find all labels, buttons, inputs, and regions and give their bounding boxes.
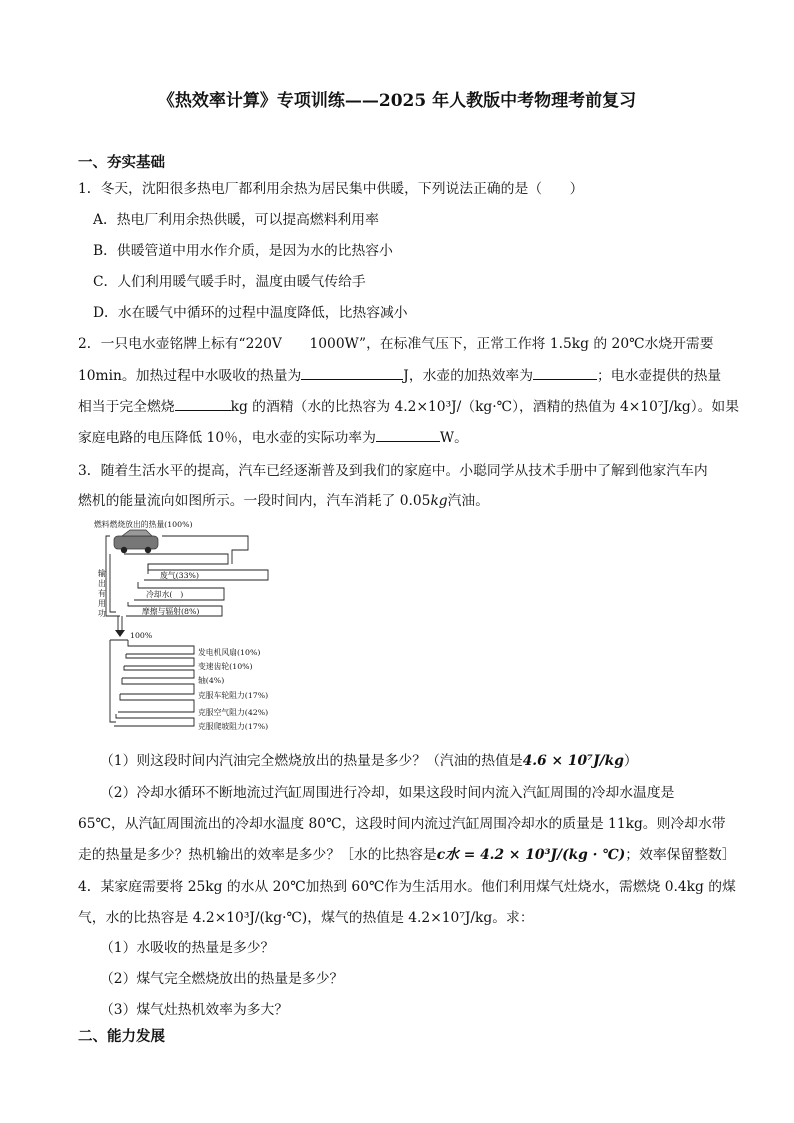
question-4-sub-3: （3）煤气灶热机效率为多大？ — [100, 1002, 289, 1018]
unit-kg: kg — [430, 493, 448, 509]
question-3-sub-1 — [100, 749, 638, 769]
section-heading-ability: 二、能力发展 — [78, 1028, 165, 1045]
question-1-option-b: B．供暖管道中用水作介质，是因为水的比热容小 — [93, 243, 393, 259]
question-2-text: 10min。加热过程中水吸收的热量为 — [78, 368, 302, 384]
formula-heat-value: 4.6 × 10⁷J/kg — [522, 753, 624, 769]
question-2-text: J，水壶的加热效率为 — [403, 368, 533, 384]
question-3-sub-2-line-1: （2）冷却水循环不断地流过汽缸周围进行冷却，如果这段时间内流入汽缸周围的冷却水温度是 — [100, 785, 675, 801]
output-item-wheel: 克服车轮阻力(17%) — [198, 691, 269, 700]
formula-specific-heat: c水 = 4.2 × 10³J/(kg · ℃) — [436, 847, 626, 863]
answer-blank-efficiency[interactable] — [533, 365, 597, 380]
output-hundred-label: 100% — [130, 631, 153, 640]
output-label-char: 出 — [98, 579, 106, 588]
question-4-line-1: 4．某家庭需要将 25kg 的水从 20℃加热到 60℃作为生活用水。他们利用煤气灶烧水，需燃烧 0.4kg 的煤 — [78, 879, 736, 895]
question-1-stem: 1．冬天，沈阳很多热电厂都利用余热为居民集中供暖，下列说法正确的是（ ） — [78, 181, 584, 197]
question-4-sub-1: （1）水吸收的热量是多少？ — [100, 940, 275, 956]
section-heading-basics: 一、夯实基础 — [78, 154, 165, 171]
question-3-text: ） — [623, 753, 638, 769]
question-2-text: 相当于完全燃烧 — [78, 399, 175, 415]
question-2-line-3 — [78, 395, 739, 415]
question-2-text: W。 — [439, 430, 468, 446]
page-title: 《热效率计算》专项训练——2025 年人教版中考物理考前复习 — [157, 91, 637, 111]
diagram-top-label: 燃料燃烧放出的热量(100%) — [94, 520, 193, 529]
answer-blank-alcohol-mass[interactable] — [175, 396, 231, 411]
answer-blank-power[interactable] — [376, 427, 440, 442]
output-label-char: 功 — [98, 609, 106, 618]
question-3-text: （1）则这段时间内汽油完全燃烧放出的热量是多少？（汽油的热值是 — [100, 753, 523, 769]
question-2-line-4 — [78, 426, 468, 446]
question-2-text: kg 的酒精（水的比热容为 4.2×10³J/（kg·℃），酒精的热值为 4×10⁷J/kg）。如果 — [230, 399, 740, 415]
output-item-gear: 变速齿轮(10%) — [198, 662, 253, 671]
car-icon — [114, 530, 158, 553]
output-item-air: 克服空气阻力(42%) — [198, 708, 269, 717]
energy-flow-diagram — [88, 512, 318, 738]
output-label-char: 用 — [98, 599, 106, 608]
friction-label: 摩擦与辐射(8%) — [142, 607, 200, 616]
question-3-text: 走的热量是多少？热机输出的效率是多少？［水的比热容是 — [78, 847, 437, 863]
question-2-text: ；电水壶提供的热量 — [597, 368, 722, 384]
question-3-text: ；效率保留整数］ — [625, 847, 736, 863]
question-4-sub-2: （2）煤气完全燃烧放出的热量是多少？ — [100, 971, 344, 987]
question-2-line-1: 2．一只电水壶铭牌上标有“220V 1000W”，在标准气压下，正常工作将 1.5kg 的 20℃水烧开需要 — [78, 336, 714, 352]
question-3-text: 汽油。 — [447, 493, 490, 509]
question-2-line-2 — [78, 364, 721, 384]
question-1-option-c: C．人们利用暖气暖手时，温度由暖气传给手 — [93, 274, 366, 290]
output-label-char: 输 — [98, 569, 106, 578]
output-label-char: 有 — [98, 589, 106, 598]
question-3-line-1: 3．随着生活水平的提高，汽车已经逐渐普及到我们的家庭中。小聪同学从技术手册中了解到他家汽车内 — [78, 463, 708, 479]
exhaust-label: 废气(33%) — [160, 571, 200, 580]
question-3-sub-2-line-3 — [78, 843, 736, 863]
energy-flow-svg — [88, 512, 318, 738]
cooling-water-label: 冷却水( ) — [146, 590, 184, 599]
question-2-text: 家庭电路的电压降低 10％，电水壶的实际功率为 — [78, 430, 376, 446]
question-1-option-d: D．水在暖气中循环的过程中温度降低，比热容减小 — [93, 305, 408, 321]
question-3-line-2 — [78, 489, 489, 509]
output-item-slope: 克服爬坡阻力(17%) — [198, 722, 269, 731]
question-4-line-2: 气，水的比热容是 4.2×10³J/(kg·℃)，煤气的热值是 4.2×10⁷J/kg。求： — [78, 910, 534, 926]
output-item-shaft: 轴(4%) — [198, 676, 225, 685]
answer-blank-heat[interactable] — [301, 365, 403, 380]
question-3-text: 燃机的能量流向如图所示。一段时间内，汽车消耗了 0.05 — [78, 493, 431, 509]
question-1-option-a: A．热电厂利用余热供暖，可以提高燃料利用率 — [93, 212, 379, 228]
question-3-sub-2-line-2: 65℃，从汽缸周围流出的冷却水温度 80℃，这段时间内流过汽缸周围冷却水的质量是 11kg。则冷却水带 — [78, 816, 726, 832]
output-item-fan: 发电机风扇(10%) — [198, 648, 261, 657]
